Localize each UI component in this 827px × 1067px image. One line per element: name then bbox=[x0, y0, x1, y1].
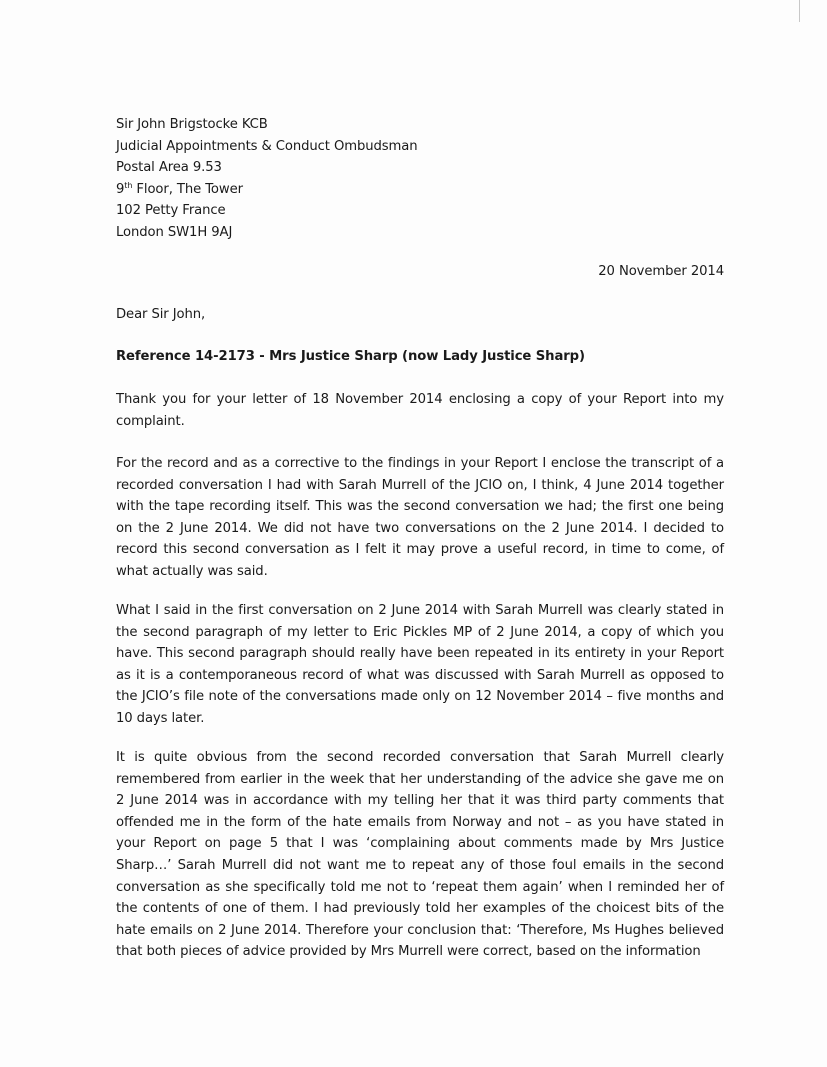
paragraph-4: It is quite obvious from the second recorded conversation that Sarah Murrell clearly remembered from earlier in the week that her understanding of the advice she gave me on 2 June 2014 was in accordance with my telling her that it was third party comments that offended me in the form of the hate emails from Norway and not – as you have stated in your Report on page 5 that I was ‘complaining about comments made by Mrs Justice Sharp…’ Sarah Murrell did not want me to repeat any of those foul emails in the second conversation as she specifically told me not to ‘repeat them again’ when I reminded her of the contents of one of them. I had previously told her examples of the choicest bits of the hate emails on 2 June 2014. Therefore your conclusion that: ‘Therefore, Ms Hughes believed that both pieces of advice provided by Mrs Murrell were correct, based on the information bbox=[116, 750, 724, 960]
letter-date: 20 November 2014 bbox=[598, 264, 724, 279]
floor-number: 9 bbox=[116, 181, 125, 197]
paragraph-1: Thank you for your letter of 18 November 2014 enclosing a copy of your Report into my complaint. bbox=[116, 392, 724, 429]
scan-edge-mark bbox=[799, 0, 800, 22]
salutation: Dear Sir John, bbox=[116, 307, 206, 322]
recipient-floor bbox=[116, 179, 418, 201]
recipient-postal-area: Postal Area 9.53 bbox=[116, 160, 222, 176]
paragraph-3: What I said in the first conversation on 2 June 2014 with Sarah Murrell was clearly stated in the second paragraph of my letter to Eric Pickles MP of 2 June 2014, a copy of which you have. This second paragraph should really have been repeated in its entirety in your Report as it is a contemporaneous record of what was discussed with Sarah Murrell as opposed to the JCIO’s file note of the conversations made only on 12 November 2014 – five months and 10 days later. bbox=[116, 603, 724, 726]
floor-rest: Floor, The Tower bbox=[132, 181, 243, 197]
recipient-city: London SW1H 9AJ bbox=[116, 224, 233, 240]
reference-line: Reference 14-2173 - Mrs Justice Sharp (now Lady Justice Sharp) bbox=[116, 349, 585, 364]
paragraph-2: For the record and as a corrective to the findings in your Report I enclose the transcript of a recorded conversation I had with Sarah Murrell of the JCIO on, I think, 4 June 2014 together with the tape recording itself. This was the second conversation we had; the first one being on the 2 June 2014. We did not have two conversations on the 2 June 2014. I decided to record this second conversation as I felt it may prove a useful record, in time to come, of what actually was said. bbox=[116, 456, 724, 579]
recipient-name: Sir John Brigstocke KCB bbox=[116, 117, 268, 132]
floor-suffix: th bbox=[124, 180, 133, 190]
recipient-title: Judicial Appointments & Conduct Ombudsman bbox=[116, 138, 418, 154]
recipient-street: 102 Petty France bbox=[116, 203, 226, 219]
recipient-address bbox=[116, 114, 418, 244]
